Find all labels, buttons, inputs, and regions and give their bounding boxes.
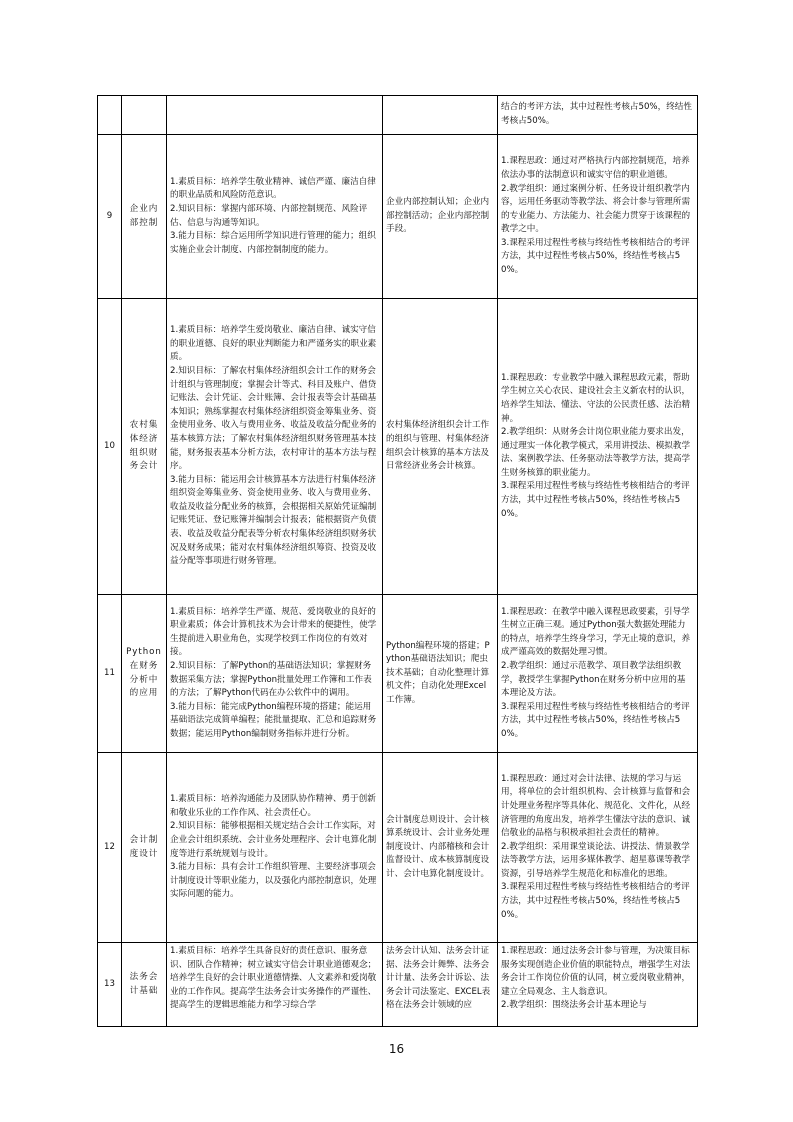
- course-name: 农村集体经济组织财务会计: [122, 299, 167, 595]
- table-row: [98, 595, 698, 753]
- course-content: 企业内部控制认知；企业内部控制活动；企业内部控制手段。: [383, 135, 498, 299]
- course-requirements: [167, 96, 383, 135]
- table-row: [98, 753, 698, 943]
- course-content: Python编程环境的搭建；Python基础语法知识；爬虫技术基础；自动化整理计算机文件；自动化处理Excel工作簿。: [383, 595, 498, 753]
- course-number: 9: [98, 135, 122, 299]
- course-methods: 结合的考评方法，其中过程性考核占50%，终结性考核占50%。: [498, 96, 698, 135]
- course-requirements: 1.素质目标：培养沟通能力及团队协作精神、勇于创新和敬业乐业的工作作风、社会责任心。 2.知识目标：能够根据相关规定结合会计工作实际，对企业会计组织系统、会计业务处理程序、会计电算化制度等进行系统规划与设计。 3.能力目标：具有会计工作组织管理、主要经济事项会计制度设计等职业能力，以及强化内部控制意识，处理实际问题的能力。: [167, 753, 383, 943]
- course-number: 11: [98, 595, 122, 753]
- course-name: [122, 96, 167, 135]
- table-row: [98, 135, 698, 299]
- course-name: 企业内部控制: [122, 135, 167, 299]
- course-methods: 1.课程思政：专业教学中融入课程思政元素，帮助学生树立关心农民、建设社会主义新农村的认识，培养学生知法、懂法、守法的公民责任感、法治精神。 2.教学组织：从财务会计岗位职业能力要求出发，通过理实一体化教学模式，采用讲授法、模拟教学法、案例教学法、任务驱动法等教学方法，提高学生财务核算的职业能力。 3.课程采用过程性考核与终结性考核相结合的考评方法，其中过程性考核占50%，终结性考核占50%。: [498, 299, 698, 595]
- course-requirements: 1.素质目标：培养学生具备良好的责任意识、服务意识、团队合作精神；树立诚实守信会计职业道德观念；培养学生良好的会计职业道德情操、人文素养和爱岗敬业的工作作风。提高学生法务会计实务操作的严谨性、提高学生的逻辑思维能力和学习综合学: [167, 943, 383, 1027]
- course-methods: 1.课程思政：在教学中融入课程思政要素，引导学生树立正确三观。通过Python强大数据处理能力的特点，培养学生终身学习，学无止境的意识，养成严谨高效的数据处理习惯。 2.教学组织：通过示范教学、项目教学法组织教学，教授学生掌握Python在财务分析中应用的基本理论及方法。 3.课程采用过程性考核与终结性考核相结合的考评方法，其中过程性考核占50%，终结性考核占50%。: [498, 595, 698, 753]
- course-content: 农村集体经济组织会计工作的组织与管理、村集体经济组织会计核算的基本方法及日常经济业务会计核算。: [383, 299, 498, 595]
- course-number: 12: [98, 753, 122, 943]
- course-name: 会计制度设计: [122, 753, 167, 943]
- course-number: [98, 96, 122, 135]
- course-requirements: 1.素质目标：培养学生爱岗敬业、廉洁自律、诚实守信的职业道德、良好的职业判断能力和严谨务实的职业素质。 2.知识目标：了解农村集体经济组织会计工作的财务会计组织与管理制度；掌握会计等式、科目及账户、借贷记账法、会计凭证、会计账簿、会计报表等会计基础基本知识；熟练掌握农村集体经济组织资金筹集业务、资金使用业务、收入与费用业务、收益及收益分配业务的基本核算方法；了解农村集体经济组织财务管理基本技能，财务报表基本分析方法，农村审计的基本方法与程序。 3.能力目标：能运用会计核算基本方法进行村集体经济组织资金筹集业务、资金使用业务、收入与费用业务、收益及收益分配业务的核算，会根据相关原始凭证编制记账凭证、登记账簿并编制会计报表；能根据资产负债表、收益及收益分配表等分析农村集体经济组织财务状况及财务成果；能对农村集体经济组织筹资、投资及收益分配等事项进行财务管理。: [167, 299, 383, 595]
- course-methods: 1.课程思政：通过对严格执行内部控制规范，培养依法办事的法制意识和诚实守信的职业道德。 2.教学组织：通过案例分析、任务设计组织教学内容，运用任务驱动等教学法、将会计参与管理所需的专业能力、方法能力、社会能力贯穿于该课程的教学之中。 3.课程采用过程性考核与终结性考核相结合的考评方法，其中过程性考核占50%，终结性考核占50%。: [498, 135, 698, 299]
- page-number: 16: [388, 1042, 405, 1056]
- course-methods: 1.课程思政：通过法务会计参与管理，为决策目标服务实现创造企业价值的职能特点，增强学生对法务会计工作岗位价值的认同，树立爱岗敬业精神，建立全局观念、主人翁意识。 2.教学组织：围绕法务会计基本理论与: [498, 943, 698, 1027]
- table-row: [98, 943, 698, 1027]
- course-number: 13: [98, 943, 122, 1027]
- course-requirements: 1.素质目标：培养学生严谨、规范、爱岗敬业的良好的职业素质；体会计算机技术为会计带来的便捷性，使学生提前进入职业角色，实现学校到工作岗位的有效对接。 2.知识目标：了解Python的基础语法知识；掌握财务数据采集方法；掌握Python批量处理工作簿和工作表的方法；了解Python代码在办公软件中的调用。 3.能力目标：能完成Python编程环境的搭建；能运用基础语法完成简单编程；能批量提取、汇总和追踪财务数据；能运用Python编制财务指标并进行分析。: [167, 595, 383, 753]
- course-name: Python在财务分析中的应用: [122, 595, 167, 753]
- course-content: [383, 96, 498, 135]
- table-row: [98, 96, 698, 135]
- table-row: [98, 299, 698, 595]
- course-number: 10: [98, 299, 122, 595]
- course-methods: 1.课程思政：通过对会计法律、法规的学习与运用，将单位的会计组织机构、会计核算与监督和会计处理业务程序等具体化、规范化、文件化，从经济管理的角度出发，培养学生懂法守法的意识、诚信敬业的品格与积极承担社会责任的精神。 2.教学组织：采用课堂谈论法、讲授法、情景教学法等教学方法，运用多媒体教学、超星慕课等教学资源，引导培养学生规范化和标准化的思维。 3.课程采用过程性考核与终结性考核相结合的考评方法，其中过程性考核占50%，终结性考核占50%。: [498, 753, 698, 943]
- course-content: 会计制度总则设计、会计核算系统设计、会计业务处理制度设计、内部稽核和会计监督设计、成本核算制度设计、会计电算化制度设计。: [383, 753, 498, 943]
- course-table: [97, 95, 698, 1027]
- course-content: 法务会计认知、法务会计证据、法务会计舞弊、法务会计计量、法务会计诉讼、法务会计司法鉴定、EXCEL表格在法务会计领域的应: [383, 943, 498, 1027]
- course-requirements: 1.素质目标：培养学生敬业精神、诚信严谨、廉洁自律的职业品质和风险防范意识。 2.知识目标：掌握内部环境、内部控制规范、风险评估、信息与沟通等知识。 3.能力目标：综合运用所学知识进行管理的能力；组织实施企业会计制度、内部控制制度的能力。: [167, 135, 383, 299]
- course-name: 法务会计基础: [122, 943, 167, 1027]
